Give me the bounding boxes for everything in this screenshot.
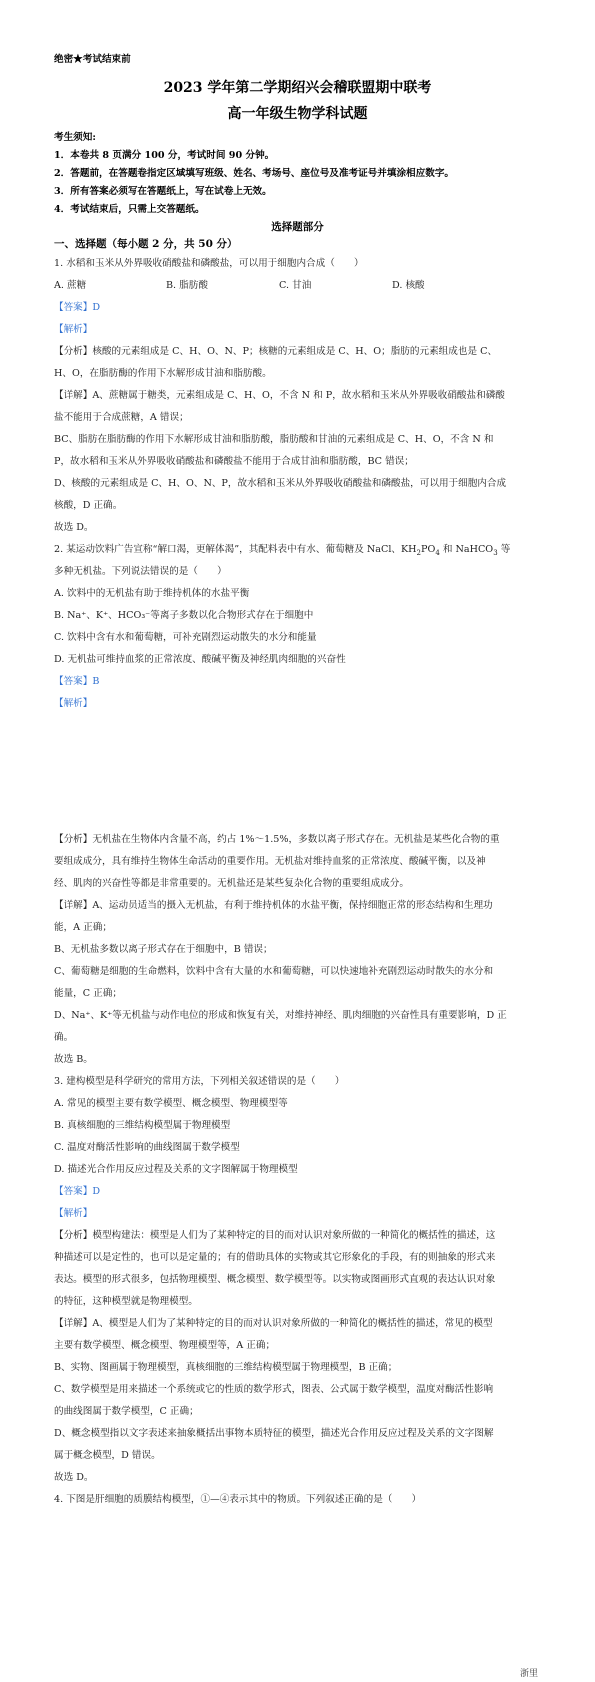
option: B. 真核细胞的三维结构模型属于物理模型 <box>54 1120 231 1131</box>
analysis-label: 【解析】 <box>54 698 93 709</box>
explanation-line: 【详解】A、模型是人们为了某种特定的目的而对认识对象所做的一种简化的概括性的描述，常见的模型 <box>54 1318 493 1329</box>
option: B. 脂肪酸 <box>166 280 208 291</box>
explanation-line: 【详解】A、运动员适当的摄入无机盐，有利于维持机体的水盐平衡，保持细胞正常的形态结构和生理功 <box>54 900 493 911</box>
explanation-line: H、O，在脂肪酶的作用下水解形成甘油和脂肪酸。 <box>54 368 272 379</box>
section-heading: 一、选择题（每小题 2 分，共 50 分） <box>54 238 238 250</box>
option: C. 温度对酶活性影响的曲线图属于数学模型 <box>54 1142 240 1153</box>
option: D. 核酸 <box>392 280 425 291</box>
explanation-line: C、数学模型是用来描述一个系统或它的性质的数学形式，图表、公式属于数学模型，温度对酶活性影响 <box>54 1384 494 1395</box>
notice-item: 1．本卷共 8 页满分 100 分，考试时间 90 分钟。 <box>54 150 275 161</box>
explanation-line: C、葡萄糖是细胞的生命燃料，饮料中含有大量的水和葡萄糖，可以快速地补充剧烈运动时散失的水分和 <box>54 966 494 977</box>
explanation-line: 【详解】A、蔗糖属于糖类，元素组成是 C、H、O，不含 N 和 P，故水稻和玉米从外界吸收硝酸盐和磷酸 <box>54 390 505 401</box>
question-2-stem-cont: 多种无机盐。下列说法错误的是（ ） <box>54 566 227 577</box>
explanation-line: P，故水稻和玉米从外界吸收硝酸盐和磷酸盐不能用于合成甘油和脂肪酸，BC 错误； <box>54 456 414 467</box>
explanation-line: 【分析】模型构建法：模型是人们为了某种特定的目的而对认识对象所做的一种简化的概括性的描述，这 <box>54 1230 496 1241</box>
explanation-line: 属于概念模型，D 错误。 <box>54 1450 161 1461</box>
analysis-label: 【解析】 <box>54 1208 93 1219</box>
explanation-line: 能量，C 正确； <box>54 988 122 999</box>
explanation-line: 故选 B。 <box>54 1054 93 1065</box>
explanation-line: 表达。模型的形式很多，包括物理模型、概念模型、数学模型等。以实物或图画形式直观的表达认识对象 <box>54 1274 496 1285</box>
explanation-line: 【分析】无机盐在生物体内含量不高，约占 1%～1.5%，多数以离子形式存在。无机盐是某些化合物的重 <box>54 834 500 845</box>
explanation-line: D、概念模型指以文字表述来抽象概括出事物本质特征的模型，描述光合作用反应过程及关系的文字图解 <box>54 1428 494 1439</box>
option: C. 甘油 <box>279 280 312 291</box>
explanation-line: D、Na⁺、K⁺等无机盐与动作电位的形成和恢复有关，对维持神经、肌肉细胞的兴奋性具有重要影响，D 正 <box>54 1010 507 1021</box>
question-1-stem: 1. 水稻和玉米从外界吸收硝酸盐和磷酸盐，可以用于细胞内合成（ ） <box>54 258 364 269</box>
explanation-line: 盐不能用于合成蔗糖，A 错误； <box>54 412 189 423</box>
question-4-stem: 4. 下图是肝细胞的质膜结构模型，①—④表示其中的物质。下列叙述正确的是（ ） <box>54 1494 422 1505</box>
exam-title: 2023 学年第二学期绍兴会稽联盟期中联考 <box>163 80 432 96</box>
explanation-line: B、实物、图画属于物理模型，真核细胞的三维结构模型属于物理模型，B 正确； <box>54 1362 398 1373</box>
option: D. 无机盐可维持血浆的正常浓度、酸碱平衡及神经肌肉细胞的兴奋性 <box>54 654 346 665</box>
notice-item: 3．所有答案必须写在答题纸上，写在试卷上无效。 <box>54 186 272 197</box>
question-2-stem: 2. 某运动饮料广告宣称“解口渴，更解体渴”，其配料表中有水、葡萄糖及 NaCl、$KH_2PO_4$ 和 NaHCO$_3$ 等 <box>54 544 511 557</box>
explanation-line: 种描述可以是定性的，也可以是定量的；有的借助具体的实物或其它形象化的手段，有的则抽象的形式来 <box>54 1252 496 1263</box>
notice-item: 4．考试结束后，只需上交答题纸。 <box>54 204 205 215</box>
notice-heading: 考生须知: <box>54 132 96 143</box>
explanation-line: B、无机盐多数以离子形式存在于细胞中，B 错误； <box>54 944 273 955</box>
explanation-line: 的特征，这种模型就是物理模型。 <box>54 1296 198 1307</box>
explanation-line: 【分析】核酸的元素组成是 C、H、O、N、P；核糖的元素组成是 C、H、O；脂肪的元素组成也是 C、 <box>54 346 498 357</box>
explanation-line: 要组成成分，具有维持生物体生命活动的重要作用。无机盐对维持血浆的正常浓度、酸碱平衡，以及神 <box>54 856 486 867</box>
notice-item: 2．答题前，在答题卷指定区域填写班级、姓名、考场号、座位号及准考证号并填涂相应数字。 <box>54 168 455 179</box>
explanation-line: 故选 D。 <box>54 522 94 533</box>
analysis-label: 【解析】 <box>54 324 93 335</box>
exam-subtitle: 高一年级生物学科试题 <box>227 106 368 122</box>
confidential-label: 绝密★考试结束前 <box>54 54 131 65</box>
option: A. 饮料中的无机盐有助于维持机体的水盐平衡 <box>54 588 250 599</box>
explanation-line: 故选 D。 <box>54 1472 94 1483</box>
option: A. 常见的模型主要有数学模型、概念模型、物理模型等 <box>54 1098 288 1109</box>
explanation-line: 确。 <box>54 1032 74 1043</box>
explanation-line: 能，A 正确； <box>54 922 112 933</box>
part-title: 选择题部分 <box>271 221 324 233</box>
option: C. 饮料中含有水和葡萄糖，可补充剧烈运动散失的水分和能量 <box>54 632 317 643</box>
explanation-line: 主要有数学模型、概念模型、物理模型等，A 正确； <box>54 1340 276 1351</box>
explanation-line: 核酸，D 正确。 <box>54 500 123 511</box>
explanation-line: 的曲线图属于数学模型，C 正确； <box>54 1406 199 1417</box>
answer-label: 【答案】B <box>54 676 100 687</box>
footer-watermark: 浙里 <box>520 1669 539 1679</box>
answer-label: 【答案】D <box>54 1186 101 1197</box>
question-3-stem: 3. 建构模型是科学研究的常用方法，下列相关叙述错误的是（ ） <box>54 1076 345 1087</box>
option: D. 描述光合作用反应过程及关系的文字图解属于物理模型 <box>54 1164 298 1175</box>
explanation-line: D、核酸的元素组成是 C、H、O、N、P，故水稻和玉米从外界吸收硝酸盐和磷酸盐，可以用于细胞内合成 <box>54 478 507 489</box>
option: B. Na⁺、K⁺、HCO₃⁻等离子多数以化合物形式存在于细胞中 <box>54 610 314 621</box>
explanation-line: BC、脂肪在脂肪酶的作用下水解形成甘油和脂肪酸，脂肪酸和甘油的元素组成是 C、H、O，不含 N 和 <box>54 434 494 445</box>
answer-label: 【答案】D <box>54 302 101 313</box>
explanation-line: 经、肌肉的兴奋性等都是非常重要的。无机盐还是某些复杂化合物的重要组成成分。 <box>54 878 409 889</box>
option: A. 蔗糖 <box>54 280 87 291</box>
